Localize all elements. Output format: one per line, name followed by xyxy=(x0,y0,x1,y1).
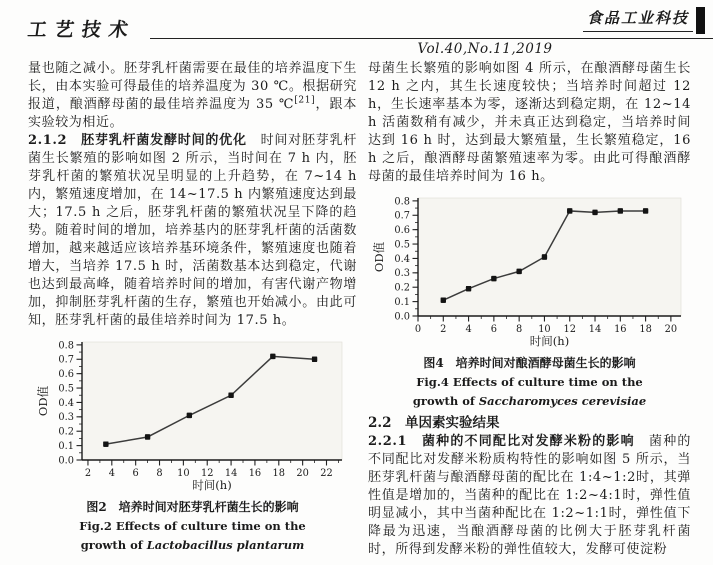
svg-text:4: 4 xyxy=(465,324,472,335)
species-name-lactobacillus: Lactobacillus plantarum xyxy=(146,538,305,552)
journal-badge-bar xyxy=(696,7,705,34)
svg-text:0.5: 0.5 xyxy=(394,239,410,251)
right-column xyxy=(368,60,691,559)
svg-text:0.2: 0.2 xyxy=(58,426,74,438)
svg-text:0.5: 0.5 xyxy=(58,383,74,395)
svg-text:10: 10 xyxy=(538,324,551,335)
svg-text:20: 20 xyxy=(296,468,309,479)
svg-text:0.1: 0.1 xyxy=(394,297,410,309)
paragraph-text: ，跟本实验较为相近。 xyxy=(28,97,357,130)
journal-badge xyxy=(583,7,705,34)
volume-issue-line: Vol.40,No.11,2019 xyxy=(417,41,553,57)
section-heading-22: 2.2 单因素实验结果 xyxy=(368,415,500,431)
svg-text:0.2: 0.2 xyxy=(394,282,410,294)
figure-4-caption-cn: 图4 培养时间对酿酒酵母菌生长的影响 xyxy=(423,356,636,370)
svg-text:14: 14 xyxy=(588,324,602,335)
svg-text:0.0: 0.0 xyxy=(394,311,410,323)
svg-text:0.3: 0.3 xyxy=(58,412,74,424)
svg-text:0.7: 0.7 xyxy=(58,354,74,366)
left-column xyxy=(28,60,357,555)
svg-text:18: 18 xyxy=(639,324,652,335)
svg-text:10: 10 xyxy=(177,468,190,479)
species-name-saccharomyces: Saccharomyces cerevisiae xyxy=(478,394,647,408)
svg-text:OD值: OD值 xyxy=(36,385,50,417)
subsection-heading-221: 2.2.1 菌种的不同配比对发酵米粉的影响 xyxy=(368,434,635,449)
svg-text:0.7: 0.7 xyxy=(394,210,410,222)
paragraph-text: 时间对胚芽乳杆菌生长繁殖的影响如图 2 所示，当时间在 7 h 内，胚芽乳杆菌的繁殖状况呈明显的上升趋势，在 7~14 h 内，繁殖速度增加，在 14~17.5 h 内繁殖速度达到最大；17.5 h 之后，胚芽乳杆菌的繁殖状况呈下降的趋势。随着时间的增加，培养基内的胚芽乳杆菌的活菌数增加，越来越适应该培养基环境条件，繁殖速度也随着增大，当培养 17.5 h 时，活菌数基本达到稳定，代谢也达到最高峰，随着培养时间的增加，有害代谢产物增加，抑制胚芽乳杆菌的生存，繁殖也开始减小。由此可知，胚芽乳杆菌的最佳培养时间为 17.5 h。 xyxy=(28,133,357,328)
svg-text:12: 12 xyxy=(563,324,576,335)
svg-text:14: 14 xyxy=(224,468,238,479)
svg-text:12: 12 xyxy=(200,468,214,479)
header-rule xyxy=(150,38,713,39)
figure-2-caption-en-line2 xyxy=(28,536,357,555)
caption-text: growth of xyxy=(80,538,147,552)
svg-text:0.1: 0.1 xyxy=(58,441,74,453)
svg-text:8: 8 xyxy=(156,468,163,479)
svg-text:6: 6 xyxy=(132,468,139,479)
svg-text:2: 2 xyxy=(440,324,447,335)
svg-text:8: 8 xyxy=(516,324,523,335)
svg-text:16: 16 xyxy=(614,324,627,335)
subsection-heading-212: 2.1.2 胚芽乳杆菌发酵时间的优化 xyxy=(28,133,247,148)
svg-text:22: 22 xyxy=(320,468,333,479)
fig4-line-chart xyxy=(372,190,690,352)
svg-text:2: 2 xyxy=(84,468,92,479)
paragraph-221-strain-ratio xyxy=(368,433,691,559)
figure-4-caption xyxy=(368,353,691,411)
paragraph-text: 菌种的不同配比对发酵米粉质构特性的影响如图 5 所示，当胚芽乳杆菌与酿酒酵母菌的配比在 1:4~1:2时，其弹性值是增加的，当菌种的配比在 1:2~4:1时，弹性值明显减小，其中当菌种配比在 1:2~1:1时，弹性值下降最为迅速，当酿酒酵母菌的比例大于胚芽乳杆菌时，所得到发酵米粉的弹性值较大，发酵可使淀粉 xyxy=(368,434,691,557)
fig2-line-chart xyxy=(36,334,351,496)
figure-4-caption-en-line2 xyxy=(368,392,691,411)
svg-text:0.6: 0.6 xyxy=(58,369,74,381)
svg-text:0.4: 0.4 xyxy=(58,397,74,409)
paragraph-text: 量也随之减小。胚芽乳杆菌需要在最佳的培养温度下生长，由本实验可得最佳的培养温度为 30 ℃。根据研究报道，酿酒酵母菌的最佳培养温度为 35 ℃ xyxy=(28,61,357,112)
figure-4-caption-en-line1: Fig.4 Effects of culture time on the xyxy=(416,375,643,389)
svg-text:6: 6 xyxy=(490,324,497,335)
journal-badge-text: 食品工业科技 xyxy=(583,7,693,32)
svg-text:0.8: 0.8 xyxy=(58,340,74,352)
figure-4 xyxy=(368,190,691,411)
citation-ref-21: [21] xyxy=(294,95,316,106)
figure-2-caption-en-line1: Fig.2 Effects of culture time on the xyxy=(79,519,306,533)
svg-text:20: 20 xyxy=(664,324,678,335)
svg-text:4: 4 xyxy=(108,468,115,479)
paragraph-culture-temperature xyxy=(28,60,357,132)
paragraph-212-fermentation-time xyxy=(28,132,357,330)
page-header xyxy=(0,0,713,58)
svg-text:时间(h): 时间(h) xyxy=(529,334,570,348)
figure-2-caption-cn: 图2 培养时间对胚芽乳杆菌生长的影响 xyxy=(86,500,299,514)
svg-text:0.6: 0.6 xyxy=(394,225,410,237)
svg-text:0.3: 0.3 xyxy=(394,268,410,280)
svg-text:0.8: 0.8 xyxy=(394,196,410,208)
svg-text:时间(h): 时间(h) xyxy=(192,478,232,492)
figure-2 xyxy=(28,334,357,555)
section-logo: 工艺技术 xyxy=(26,19,138,41)
figure-2-caption xyxy=(28,497,357,555)
paragraph-yeast-growth: 母菌生长繁殖的影响如图 4 所示，在酿酒酵母菌生长 12 h 之内，其生长速度较快；当培养时间超过 12 h，生长速率基本为零，逐渐达到稳定期，在 12~14 h 活菌数稍有减少，并未真正达到稳定，当培养时间达到 16 h 时，达到最大繁殖量，生长繁殖稳定，16 h 之后，酿酒酵母菌繁殖速率为零。由此可得酿酒酵母菌的最佳培养时间为 16 h。 xyxy=(368,61,691,184)
svg-text:18: 18 xyxy=(272,468,286,479)
svg-text:16: 16 xyxy=(248,468,262,479)
svg-text:0.0: 0.0 xyxy=(58,455,74,467)
svg-text:OD值: OD值 xyxy=(372,241,386,273)
caption-text: growth of xyxy=(412,394,479,408)
svg-text:0.4: 0.4 xyxy=(394,253,410,265)
svg-text:0: 0 xyxy=(414,324,422,335)
